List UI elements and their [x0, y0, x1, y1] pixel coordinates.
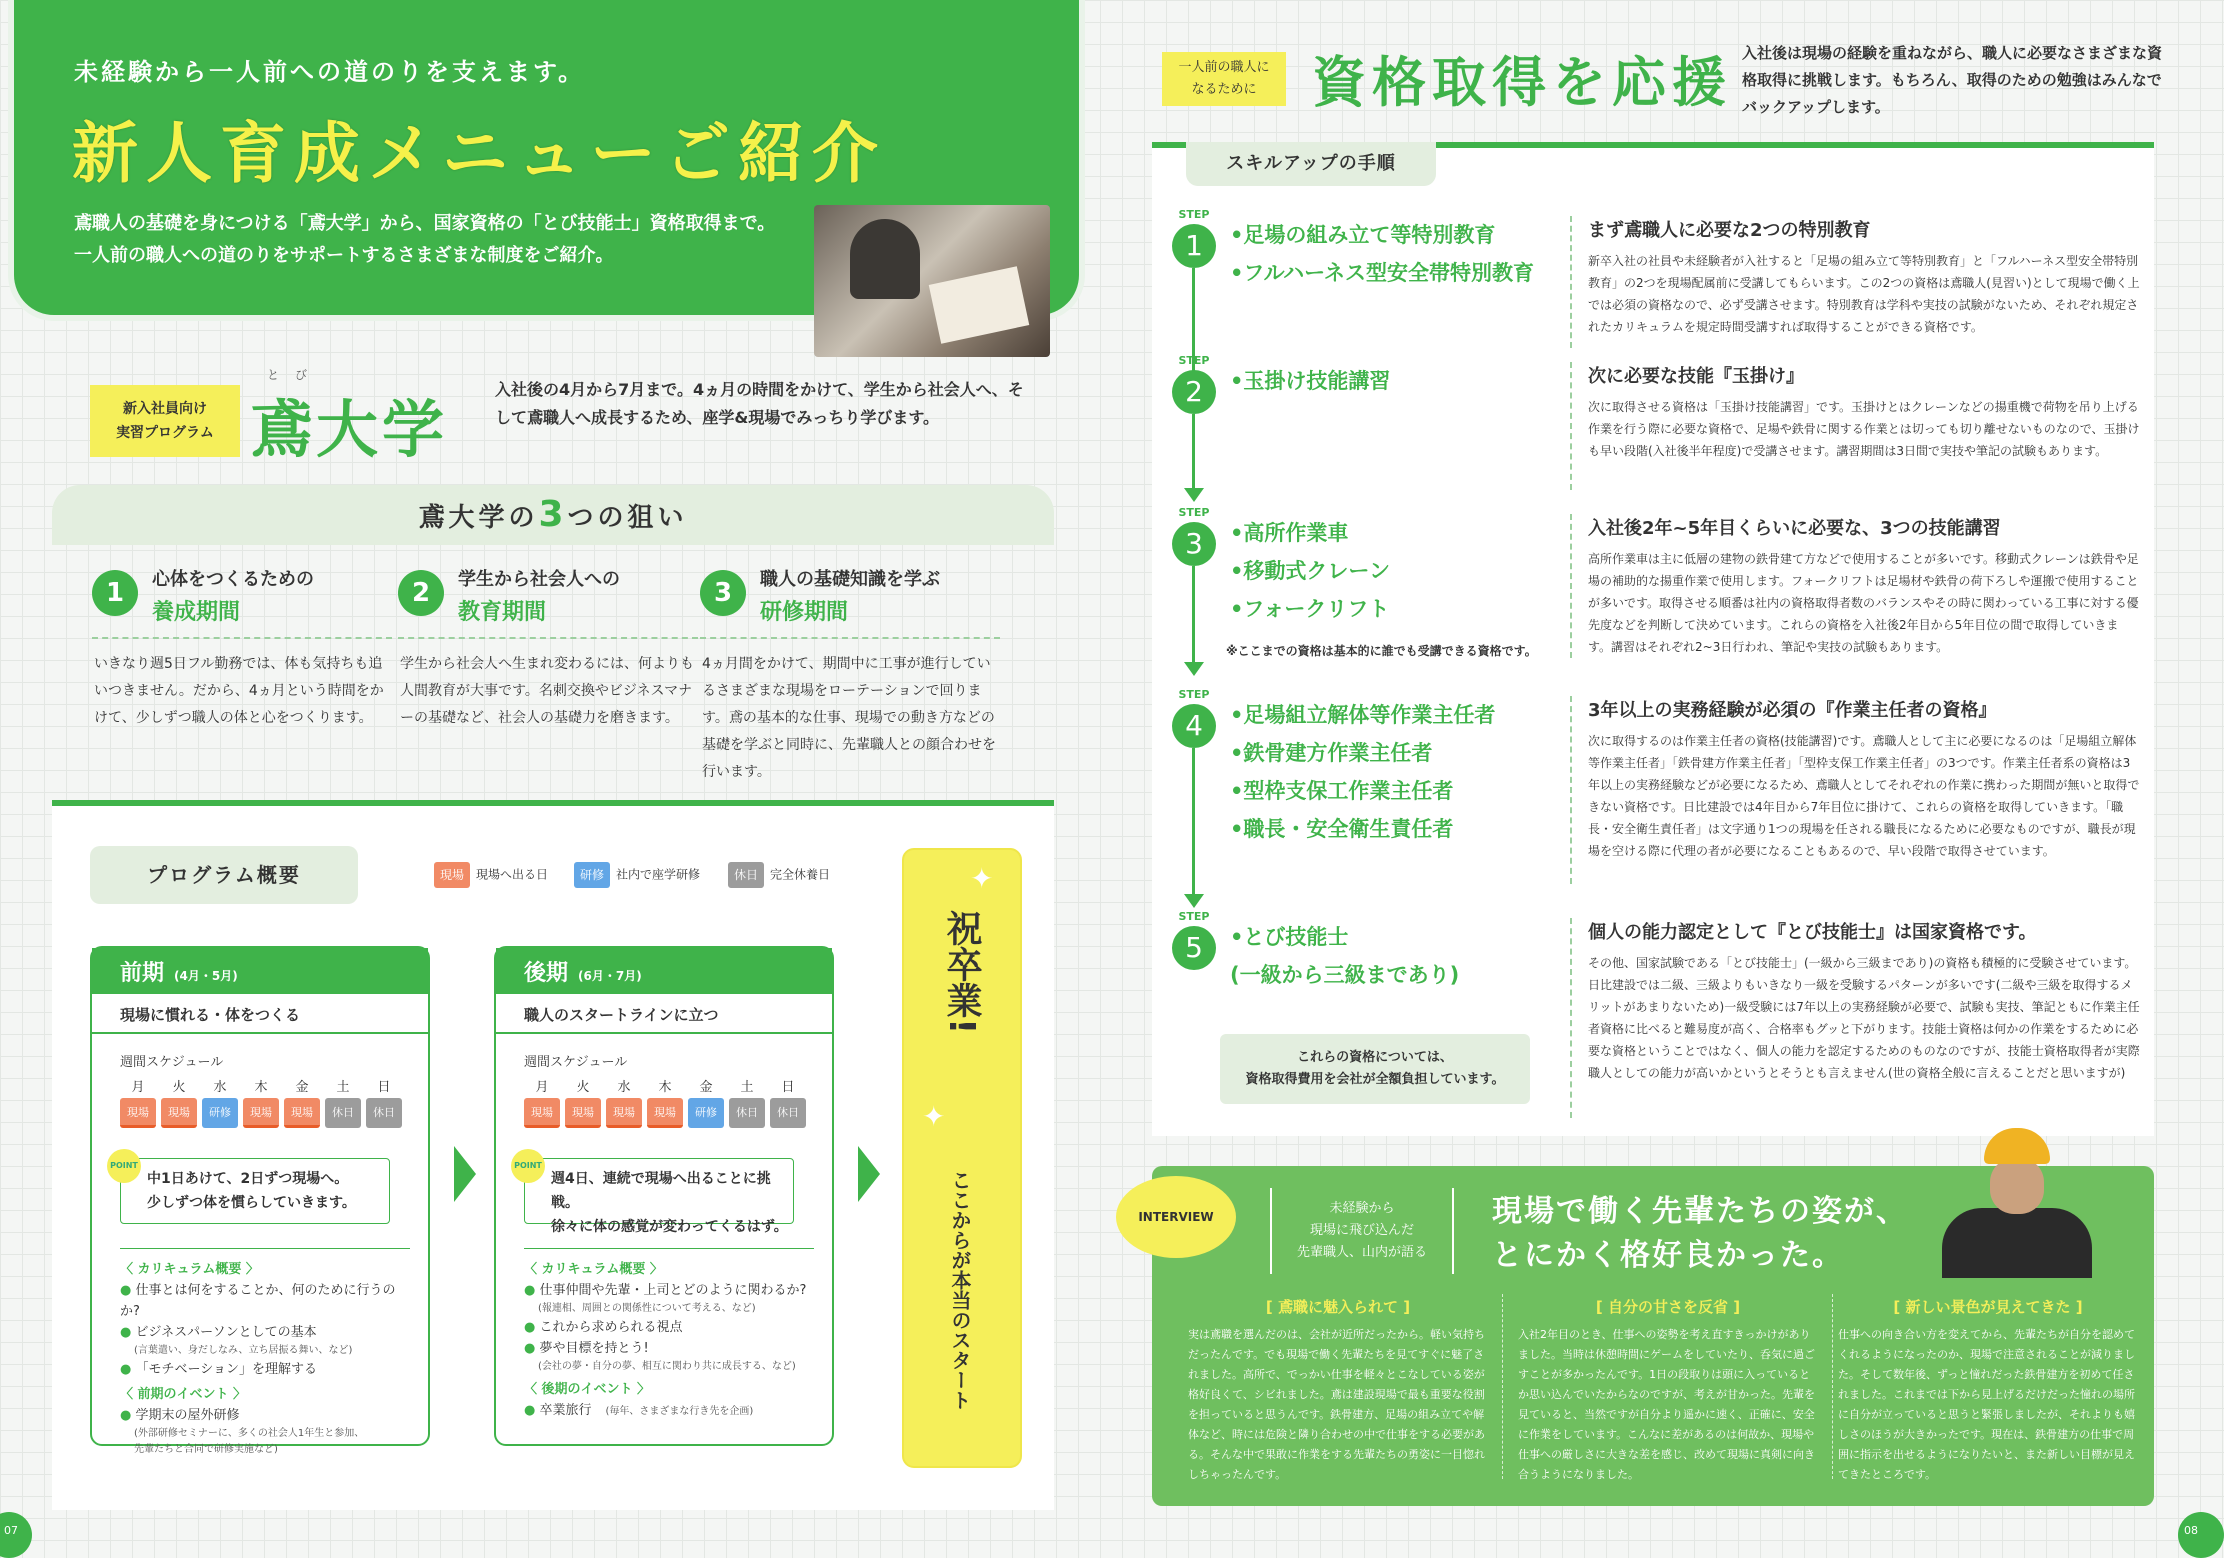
schedule-cell: 現場 [565, 1098, 601, 1128]
page-number-right: 08 [2178, 1512, 2224, 1558]
steps-tab: スキルアップの手順 [1186, 142, 1436, 186]
university-description: 入社後の4月から7月まで。4ヵ月の時間をかけて、学生から社会人へ、そして鳶職人へ成長するため、座学&現場でみっちり学びます。 [495, 380, 1024, 427]
schedule-cell: 研修 [688, 1098, 724, 1128]
university-ruby: とび [267, 368, 324, 382]
sparkle-icon: ✦ [970, 862, 994, 895]
qualification-title: 資格取得を応援 [1312, 51, 1732, 114]
schedule-cell: 現場 [120, 1098, 156, 1128]
hero-banner [14, 0, 1079, 315]
point-badge: POINT [511, 1149, 545, 1183]
interviewee-photo [1922, 1128, 2112, 1278]
cost-support-note: これらの資格については、 資格取得費用を会社が全額負担しています。 [1220, 1034, 1530, 1104]
aim-number: 2 [398, 570, 444, 616]
legend-site: 現場 現場へ出る日 [434, 862, 548, 888]
schedule-cell: 現場 [243, 1098, 279, 1128]
aim-number: 3 [700, 570, 746, 616]
late-term-card: 後期 (6月・7月) 職人のスタートラインに立つ 週間スケジュール 月 現場 火 現場 水 現場 木 現場 金 研修 土 休日 日 休日 POINT 週4日、連続で現場へ出ることに挑戦。 徐々に体の感覚が変わってくるはず。 〈 カリキュラム概要 〉 ● 仕事仲間や先輩・上司とどのように関わるか? (報連相、周囲との関係性について考える、など) ● これから求められる視点 ● 夢や目標を持とう! (会社の夢・自分の夢、相互に関わり共に成長する、など) 〈 後期のイベント 〉 ● 卒業旅行 (毎年、さまざまな行き先を企画) [494, 946, 834, 1446]
late-point: POINT 週4日、連続で現場へ出ることに挑戦。 徐々に体の感覚が変わってくるはず。 [524, 1158, 794, 1224]
qualification-description: 入社後は現場の経験を重ねながら、職人に必要なさまざまな資格取得に挑戦します。もちろん、取得のための勉強はみんなでバックアップします。 [1742, 44, 2163, 116]
sparkle-icon: ✦ [922, 1100, 946, 1133]
schedule-day: 土 [740, 1080, 754, 1095]
university-badge: 新入社員向け 実習プログラム [90, 385, 240, 457]
schedule-day: 月 [535, 1080, 549, 1095]
schedule-cell: 現場 [606, 1098, 642, 1128]
schedule-day: 月 [131, 1080, 145, 1095]
schedule-cell: 研修 [202, 1098, 238, 1128]
qualification-badge: 一人前の職人に なるために [1162, 52, 1286, 106]
point-badge: POINT [107, 1149, 141, 1183]
hero-description: 鳶職人の基礎を身につける「鳶大学」から、国家資格の「とび技能士」資格取得まで。 一人前の職人への道のりをサポートするさまざまな制度をご紹介。 [74, 213, 776, 266]
aim-number: 1 [92, 570, 138, 616]
schedule-day: 水 [617, 1080, 631, 1095]
schedule-day: 金 [699, 1080, 713, 1095]
schedule-day: 金 [295, 1080, 309, 1095]
schedule-day: 土 [336, 1080, 350, 1095]
schedule-cell: 現場 [524, 1098, 560, 1128]
schedule-cell: 現場 [647, 1098, 683, 1128]
schedule-cell: 休日 [366, 1098, 402, 1128]
program-overview [52, 800, 1054, 1510]
schedule-cell: 休日 [729, 1098, 765, 1128]
schedule-day: 日 [781, 1080, 795, 1095]
legend-off: 休日 完全休養日 [728, 862, 830, 888]
schedule-day: 火 [576, 1080, 590, 1095]
interview-column-1: [ 鳶職に魅入られて ] 実は鳶職を選んだのは、会社が近所だったから。軽い気持ちだったんです。でも現場で働く先輩たちを見てすぐに魅了されました。高所で、でっかい仕事を軽々とこなしている姿が格好良くて、シビれました。鳶は建設現場で最も重要な役割を担っていると思うんです。鉄骨建方、足場の組み立てや解体など、時には危険と隣り合わせの中で仕事をする必要がある。そんな中で果敢に作業をする先輩たちの勇姿に一目惚れしちゃったんです。 [1188, 1298, 1485, 1481]
arrow-right [858, 1146, 880, 1202]
hero-kicker: 未経験から一人前への道のりを支えます。 [74, 58, 586, 86]
aims-heading: 鳶大学の3つの狙い [52, 485, 1054, 545]
schedule-day: 日 [377, 1080, 391, 1095]
interview-column-2: [ 自分の甘さを反省 ] 入社2年目のとき、仕事への姿勢を考え直すきっかけがありました。当時は休憩時間にゲームをしていたり、呑気に過ごすことが多かったんです。1日の段取りは頭に入っているとか思い込んでいたからなのですが、考えが甘かった。先輩を見ていると、当然ですが自分より遥かに速く、正確に、安全に作業をしています。こんなに差があるのは何故か、現場や仕事への厳しさに大きな差を感じ、改めて現場に真剣に向き合うようになりました。 [1518, 1298, 1815, 1481]
hero-photo [814, 205, 1050, 357]
interview-column-3: [ 新しい景色が見えてきた ] 仕事への向き合い方を変えてから、先輩たちが自分を認めてくれるようになったのか、現場で注意されることが減りました。そして数年後、ずっと憧れだった鉄骨建方を初めて任されました。これまでは下から見上げるだけだった憧れの場所に自分が立っていると思うと緊張しましたが、それよりも嬉しさのほうが大きかったです。現在は、鉄骨建方の仕事で周囲に指示を出せるようになりたいと、また新しい目標が見えてきたところです。 [1838, 1298, 2135, 1481]
hero-title: 新人育成メニューご紹介 [72, 115, 886, 192]
schedule-cell: 現場 [161, 1098, 197, 1128]
schedule-cell: 現場 [284, 1098, 320, 1128]
schedule-day: 木 [254, 1080, 268, 1095]
graduation-title: 祝卒業! [941, 910, 982, 1035]
late-curriculum: 〈 カリキュラム概要 〉 ● 仕事仲間や先輩・上司とどのように関わるか? (報連相、周囲との関係性について考える、など) ● これから求められる視点 ● 夢や目標を持とう! (会社の夢・自分の夢、相互に関わり共に成長する、など) 〈 後期のイベント 〉 ● 卒業旅行 (毎年、さまざまな行き先を企画) [524, 1248, 814, 1421]
early-point: POINT 中1日あけて、2日ずつ現場へ。 少しずつ体を慣らしていきます。 [120, 1158, 390, 1224]
interview-title: 現場で働く先輩たちの姿が、 とにかく格好良かった。 [1492, 1194, 1908, 1273]
schedule-cell: 休日 [770, 1098, 806, 1128]
interview-bubble: INTERVIEW [1116, 1176, 1236, 1258]
graduation-panel [902, 848, 1022, 1468]
interview-label: 未経験から 現場に飛び込んだ 先輩職人、山内が語る [1270, 1188, 1454, 1274]
schedule-day: 火 [172, 1080, 186, 1095]
arrow-right [454, 1146, 476, 1202]
university-title: 鳶大学 [250, 393, 449, 466]
early-curriculum: 〈 カリキュラム概要 〉 ● 仕事とは何をすることか、何のために行うのか? ● ビジネスパーソンとしての基本 (言葉遣い、身だしなみ、立ち居振る舞い、など) ● 「モチベーション」を理解する 〈 前期のイベント 〉 ● 学期末の屋外研修 (外部研修セミナーに、多くの社会人1年生と参加、 先輩たちと合同で研修実施など) [120, 1248, 410, 1458]
legend-train: 研修 社内で座学研修 [574, 862, 700, 888]
page-number-left: 07 [0, 1512, 32, 1558]
schedule-day: 水 [213, 1080, 227, 1095]
interview-section [1138, 1166, 2154, 1506]
early-term-card: 前期 (4月・5月) 現場に慣れる・体をつくる 週間スケジュール 月 現場 火 現場 水 研修 木 現場 金 現場 土 休日 日 休日 POINT 中1日あけて、2日ずつ現場へ。 少しずつ体を慣らしていきます。 〈 カリキュラム概要 〉 ● 仕事とは何をすることか、何のために行うのか? ● ビジネスパーソンとしての基本 (言葉遣い、身だしなみ、立ち居振る舞い、など) ● 「モチベーション」を理解する 〈 前期のイベント 〉 ● 学期末の屋外研修 (外部研修セミナーに、多くの社会人1年生と参加、 先輩たちと合同で研修実施など) [90, 946, 430, 1446]
skillup-steps: スキルアップの手順 STEP 1 •足場の組み立て等特別教育 •フルハーネス型安全帯特別教育 まず鳶職人に必要な2つの特別教育 新卒入社の社員や未経験者が入社すると「足場の組み立て等特別教育」と「フルハーネス型安全帯特別教育」の2つを現場配属前に受講してもらいます。この2つの資格は鳶職人(見習い)として現場で働く上では必須の資格なので、必ず受講させます。特別教育は学科や実技の試験がないため、それぞれ規定されたカリキュラムを規定時間受講すれば取得することができる資格です。 STEP 2 •玉掛け技能講習 次に必要な技能『玉掛け』 次に取得させる資格は「玉掛け技能講習」です。玉掛けとはクレーンなどの揚重機で荷物を吊り上げる作業を行う際に必要な資格で、足場や鉄骨に関する作業とは切っても切り離せないものなので、玉掛けも早い段階(入社後半年程度)で受講させます。講習期間は3日間で実技や筆記の試験もあります。 STEP 3 •高所作業車 •移動式クレーン •フォークリフト ※ここまでの資格は基本的に誰でも受講できる資格です。 入社後2年~5年目くらいに必要な、3つの技能講習 高所作業車は主に低層の建物の鉄骨建て方などで使用することが多いです。移動式クレーンは鉄骨や足場の補助的な揚重作業で使用します。フォークリフトは足場材や鉄骨の荷下ろしや運搬で使用することが多いです。取得させる順番は社内の資格取得者数のバランスやその時に関わっている工事に対する優先度などを判断して決めています。これらの資格を入社後2年目から5年目位の間で取得していきます。講習はそれぞれ2~3日行われ、筆記や実技の試験もあります。 STEP 4 •足場組立解体等作業主任者 •鉄骨建方作業主任者 •型枠支保工作業主任者 •職長・安全衛生責任者 3年以上の実務経験が必須の『作業主任者の資格』 次に取得するのは作業主任者の資格(技能講習)です。鳶職人として主に必要になるのは「足場組立解体等作業主任者」「鉄骨建方作業主任者」「型枠支保工作業主任者」の3つです。作業主任者系の資格は3年以上の実務経験などが必要になるため、鳶職人としてそれぞれの作業に携わった期間が無いと取得できない資格です。日比建設では4年目から7年目位に掛けて、これらの資格を取得していきます。「職長・安全衛生責任者」は文字通り1つの現場を任される職長になるために必要なものですが、職長が現場を空ける際に代理の者が必要になることもあるので、早い段階で取得させています。 STEP 5 •とび技能士 (一級から三級まであり) 個人の能力認定として『とび技能士』は国家資格です。 その他、国家試験である「とび技能士」(一級から三級まであり)の資格も積極的に受験させています。日比建設では二級、三級よりもいきなり一級を受験するパターンが多いです(二級や三級を取得するメリットがあまりないため)一級受験には7年以上の実務経験が必要で、試験も実技、筆記ともに作業主任者資格に比べると難易度が高く、合格率もグッと下がります。技能士資格は何かの作業をするために必要な資格ということではなく、個人の能力を認定するためのものなのですが、技能士資格取得者が実際職人としての能力が高いかというとそうとも言えません(世の資格全般に言えることだと思いますが) これらの資格については、 資格取得費用を会社が全額負担しています。 [1152, 142, 2154, 1136]
graduation-subtitle: ここからが本当のスタート [948, 1170, 972, 1410]
schedule-cell: 休日 [325, 1098, 361, 1128]
program-tab: プログラム概要 [90, 846, 358, 904]
schedule-day: 木 [658, 1080, 672, 1095]
